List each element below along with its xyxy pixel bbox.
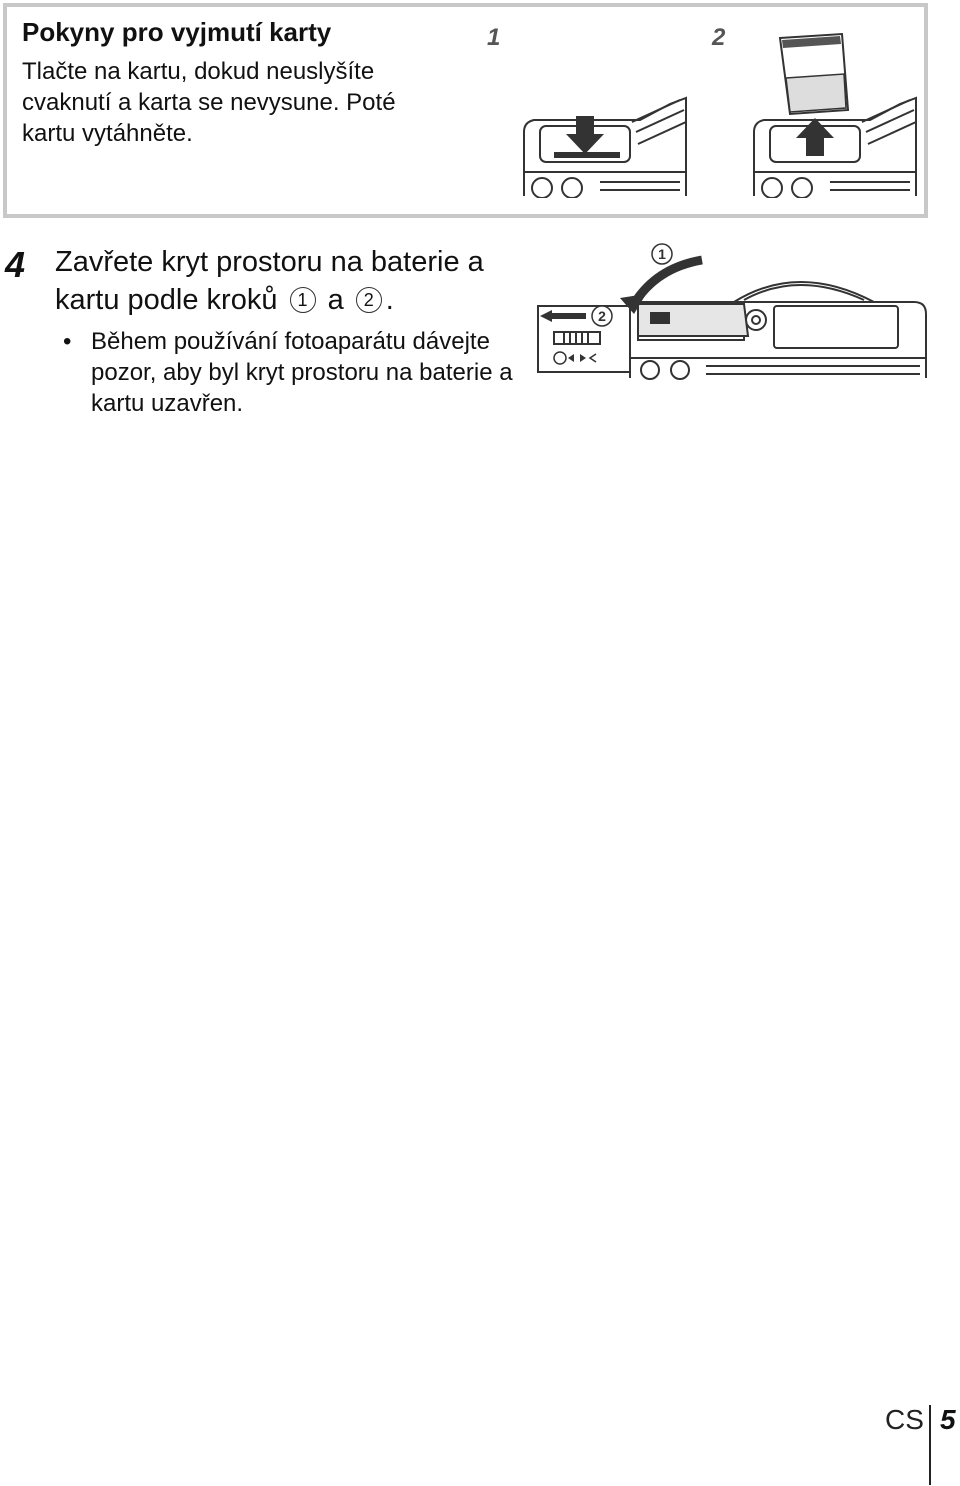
figure-marker-2: 2 xyxy=(598,308,606,324)
figure-marker-1: 1 xyxy=(658,246,666,262)
tip-title: Pokyny pro vyjmutí karty xyxy=(22,17,332,47)
step-bullet xyxy=(63,326,523,419)
footer-language: CS xyxy=(885,1404,924,1435)
figure-label-2: 2 xyxy=(712,24,726,51)
step-marker-1: 1 xyxy=(290,287,316,313)
step-joiner: a xyxy=(327,284,344,316)
bullet-dot: • xyxy=(63,328,72,355)
tip-text: Tlačte na kartu, dokud neuslyšíte cvaknutí a karta se nevysune. Poté kartu vytáhněte. xyxy=(22,58,396,147)
bullet-text: Během používání fotoaparátu dávejte pozor, aby byl kryt prostoru na baterie a kartu uzavřen. xyxy=(91,328,513,417)
step-marker-2: 2 xyxy=(356,287,382,313)
figure-label-1: 1 xyxy=(487,24,501,51)
step-period: . xyxy=(385,284,394,316)
step-instruction: Zavřete kryt prostoru na baterie a kartu podle kroků xyxy=(55,246,484,316)
cover-close-illustration xyxy=(534,240,930,380)
card-push-illustration xyxy=(520,92,690,198)
card-eject-illustration xyxy=(750,30,920,198)
page-number: 5 xyxy=(940,1404,956,1435)
step-number: 4 xyxy=(5,244,26,285)
step-text xyxy=(55,243,525,319)
footer-divider xyxy=(929,1405,931,1485)
